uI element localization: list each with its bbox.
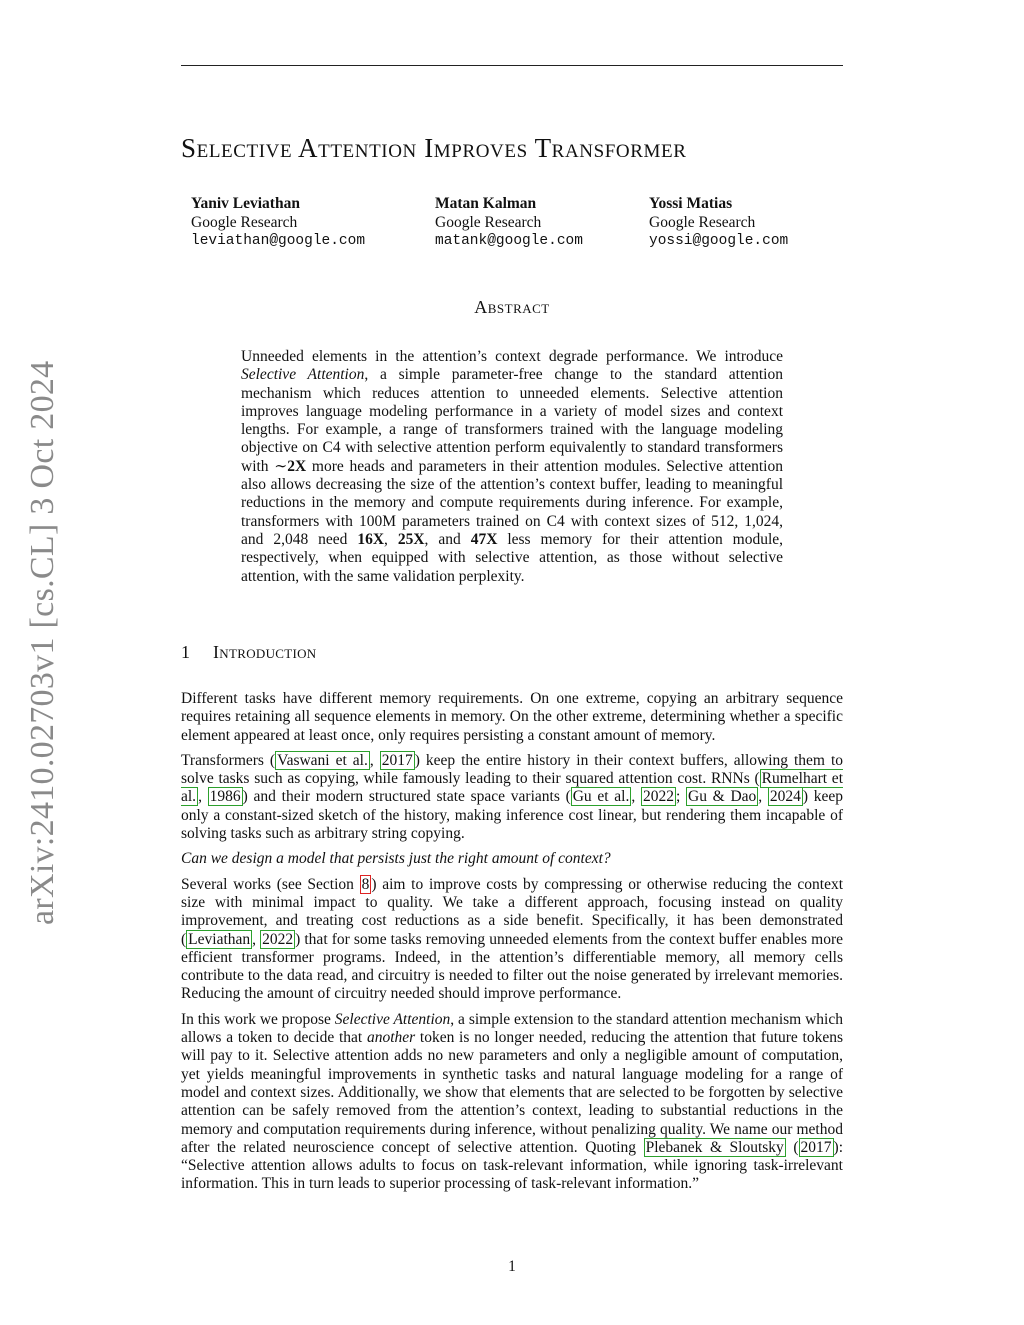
paragraph: Different tasks have different memory requirements. On one extreme, copying an arbitrary sequence requires retaining all sequence elements in memory. On the other extreme, determining whether a specific element appeared at least once, only requires persisting a constant amount of memory. bbox=[181, 690, 843, 744]
citation-link[interactable]: Leviathan bbox=[188, 930, 251, 948]
citation-link[interactable]: Rumelhart et al. bbox=[181, 770, 843, 806]
author-block bbox=[435, 194, 583, 251]
page-number: 1 bbox=[508, 1258, 516, 1275]
author-block bbox=[191, 194, 365, 251]
author-name: Yaniv Leviathan bbox=[191, 195, 300, 212]
citation-link[interactable]: 2024 bbox=[769, 788, 801, 806]
paragraph: Several works (see Section 8 ) aim to improve costs by compressing or otherwise reducing the context size with minimal impact to quality. We take a different approach, focusing instead on quality improvement, and treating cost reductions as a side benefit. Specifically, it has been demonstrated ( Leviathan , 2022 ) that for some tasks removing unneeded elements from the context buffer enables more efficient transformer programs. Indeed, in the attention’s differentiable memory, all memory cells contribute to the data read, and circuitry is needed to filter out the noise generated by irrelevant memories. Reducing the amount of circuitry needed should improve performance. bbox=[181, 875, 844, 1003]
citation-link[interactable]: Gu et al. bbox=[572, 788, 630, 806]
section-title: Introduction bbox=[213, 642, 317, 662]
citation-link[interactable]: Gu & Dao bbox=[688, 788, 757, 806]
citation-link[interactable]: 2017 bbox=[800, 1138, 832, 1156]
citation-link[interactable]: 1986 bbox=[209, 788, 241, 806]
paragraph: Can we design a model that persists just the right amount of context? bbox=[181, 850, 611, 868]
citation-link[interactable]: Vaswani et al. bbox=[277, 751, 368, 769]
top-rule bbox=[181, 65, 843, 66]
author-name: Yossi Matias bbox=[649, 195, 733, 212]
abstract-text: Unneeded elements in the attention’s context degrade performance. We introduce Selective Attention, a simple parameter-free change to the standard attention mechanism which reduces attention to unneeded elements. Selective attention improves language modeling performance in a variety of model sizes and context lengths. For example, a range of transformers trained with the language modeling objective on C4 with selective attention perform equivalently to standard transformers with ∼2X more heads and parameters in their attention modules. Selective attention also allows decreasing the size of the attention’s context buffer, leading to meaningful reductions in the memory and compute requirements during inference. For example, transformers with 100M parameters trained on C4 with context sizes of 512, 1,024, and 2,048 need 16X, 25X, and 47X less memory for their attention module, respectively, when equipped with selective attention, as those without selective attention, with the same validation perplexity. bbox=[241, 348, 783, 585]
author-email[interactable]: yossi@google.com bbox=[649, 233, 789, 249]
author-block bbox=[649, 194, 788, 251]
section-ref-link[interactable]: 8 bbox=[361, 875, 370, 893]
paragraph: In this work we propose Selective Attention, a simple extension to the standard attention mechanism which allows a token to decide that another token is no longer needed, reducing the attention that future tokens will pay to it. Selective attention adds no new parameters and only a negligible amount of computation, yet yields meaningful improvements in synthetic tasks and natural language modeling for a range of model and context sizes. Additionally, we show that elements that are selected to be forgotten by selective attention can be safely removed from the attention’s context, leading to substantial reductions in the memory and computation requirements during inference, without penalizing quality. We name our method after the related neuroscience concept of selective attention. Quoting Plebanek & Sloutsky ( 2017 ): “Selective attention allows adults to focus on task-relevant information, while ignoring task-irrelevant information. This in turn leads to superior processing of task-relevant information.” bbox=[181, 1010, 843, 1193]
section-number: 1 bbox=[181, 642, 191, 662]
author-name: Matan Kalman bbox=[435, 195, 537, 212]
author-affiliation: Google Research bbox=[435, 214, 542, 231]
paragraph: Transformers ( Vaswani et al. , 2017 ) keep the entire history in their context buffers, allowing them to solve tasks such as copying, while famously leading to their squared attention cost. RNNs ( Rumelhart et al. , 1986 ) and their modern structured state space variants ( Gu et al. , 2022 ; Gu & Dao , 2024 ) keep only a constant-sized sketch of the history, making inference cost linear, but rendering them incapable of solving tasks such as arbitrary string copying. bbox=[181, 751, 844, 843]
citation-link[interactable]: Plebanek & Sloutsky bbox=[645, 1138, 784, 1156]
arxiv-stamp: arXiv:2410.02703v1 [cs.CL] 3 Oct 2024 bbox=[24, 360, 61, 925]
paper-title: Selective Attention Improves Transformer bbox=[181, 133, 687, 163]
author-email[interactable]: leviathan@google.com bbox=[191, 233, 366, 249]
body-text bbox=[181, 690, 843, 1201]
author-affiliation: Google Research bbox=[191, 214, 298, 231]
citation-link[interactable]: 2022 bbox=[262, 930, 294, 948]
citation-link[interactable]: 2017 bbox=[381, 751, 413, 769]
citation-link[interactable]: 2022 bbox=[642, 788, 674, 806]
author-email[interactable]: matank@google.com bbox=[435, 233, 583, 249]
section-heading bbox=[181, 642, 316, 663]
abstract-heading: Abstract bbox=[474, 297, 550, 317]
author-affiliation: Google Research bbox=[649, 214, 756, 231]
